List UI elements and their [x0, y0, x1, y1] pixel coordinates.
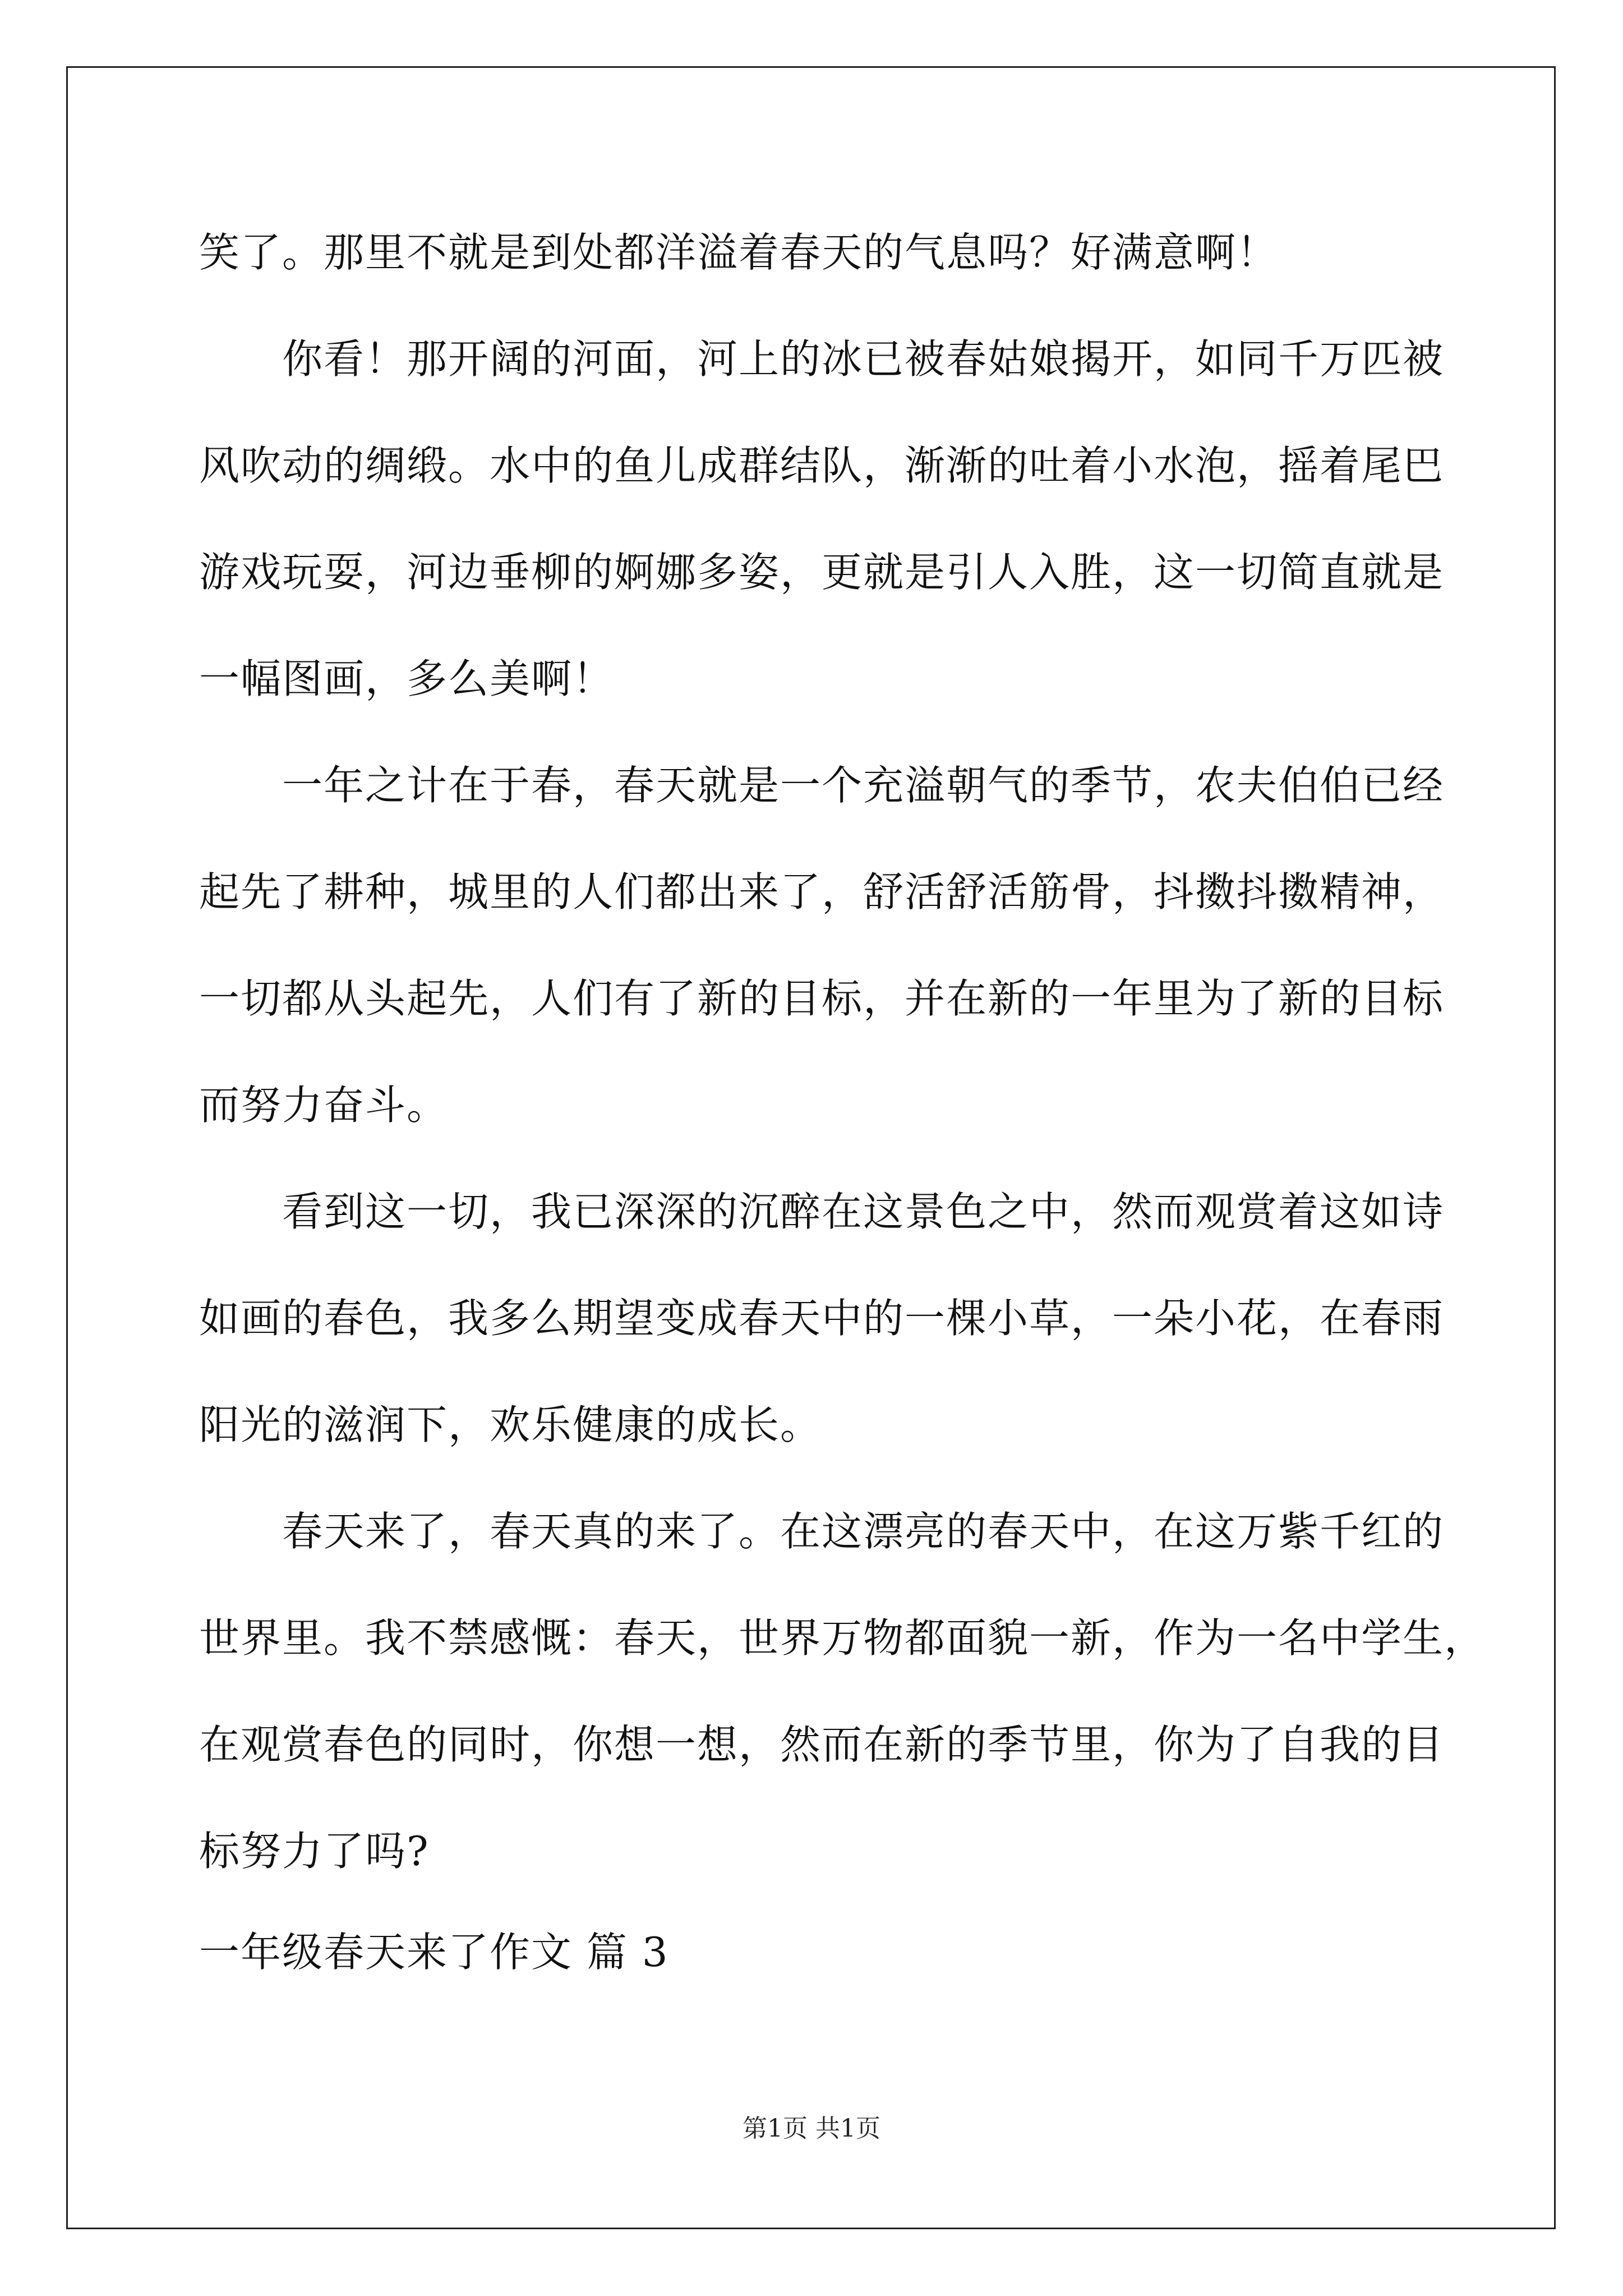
text-line: 一切都从头起先，人们有了新的目标，并在新的一年里为了新的目标 [199, 975, 1445, 1022]
text-line: 笑了。那里不就是到处都洋溢着春天的气息吗？好满意啊！ [199, 229, 1279, 276]
page-number-footer: 第1页 共1页 [743, 2114, 880, 2143]
text-line: 看到这一切，我已深深的沉醉在这景色之中，然而观赏着这如诗 [282, 1188, 1445, 1235]
text-line: 你看！那开阔的河面，河上的冰已被春姑娘揭开，如同千万匹被 [282, 335, 1445, 383]
text-line: 如画的春色，我多么期望变成春天中的一棵小草，一朵小花，在春雨 [199, 1295, 1445, 1342]
text-line: 一年之计在于春，春天就是一个充溢朝气的季节，农夫伯伯已经 [282, 762, 1445, 809]
text-line: 春天来了，春天真的来了。在这漂亮的春天中，在这万紫千红的 [282, 1508, 1445, 1555]
text-line: 在观赏春色的同时，你想一想，然而在新的季节里，你为了自我的目 [199, 1721, 1445, 1768]
section-heading: 一年级春天来了作文 篇 3 [199, 1929, 669, 1976]
text-line: 阳光的滋润下，欢乐健康的成长。 [199, 1401, 822, 1448]
text-line: 一幅图画，多么美啊！ [199, 655, 615, 702]
page-border [66, 66, 1556, 2229]
text-line: 游戏玩耍，河边垂柳的婀娜多姿，更就是引人入胜，这一切简直就是 [199, 549, 1445, 596]
text-line: 世界里。我不禁感慨：春天，世界万物都面貌一新，作为一名中学生， [199, 1614, 1486, 1662]
text-line: 而努力奋斗。 [199, 1082, 449, 1129]
text-line: 起先了耕种，城里的人们都出来了，舒活舒活筋骨，抖擞抖擞精神， [199, 868, 1445, 915]
text-line: 风吹动的绸缎。水中的鱼儿成群结队，渐渐的吐着小水泡，摇着尾巴 [199, 442, 1445, 489]
text-line: 标努力了吗? [199, 1828, 430, 1875]
